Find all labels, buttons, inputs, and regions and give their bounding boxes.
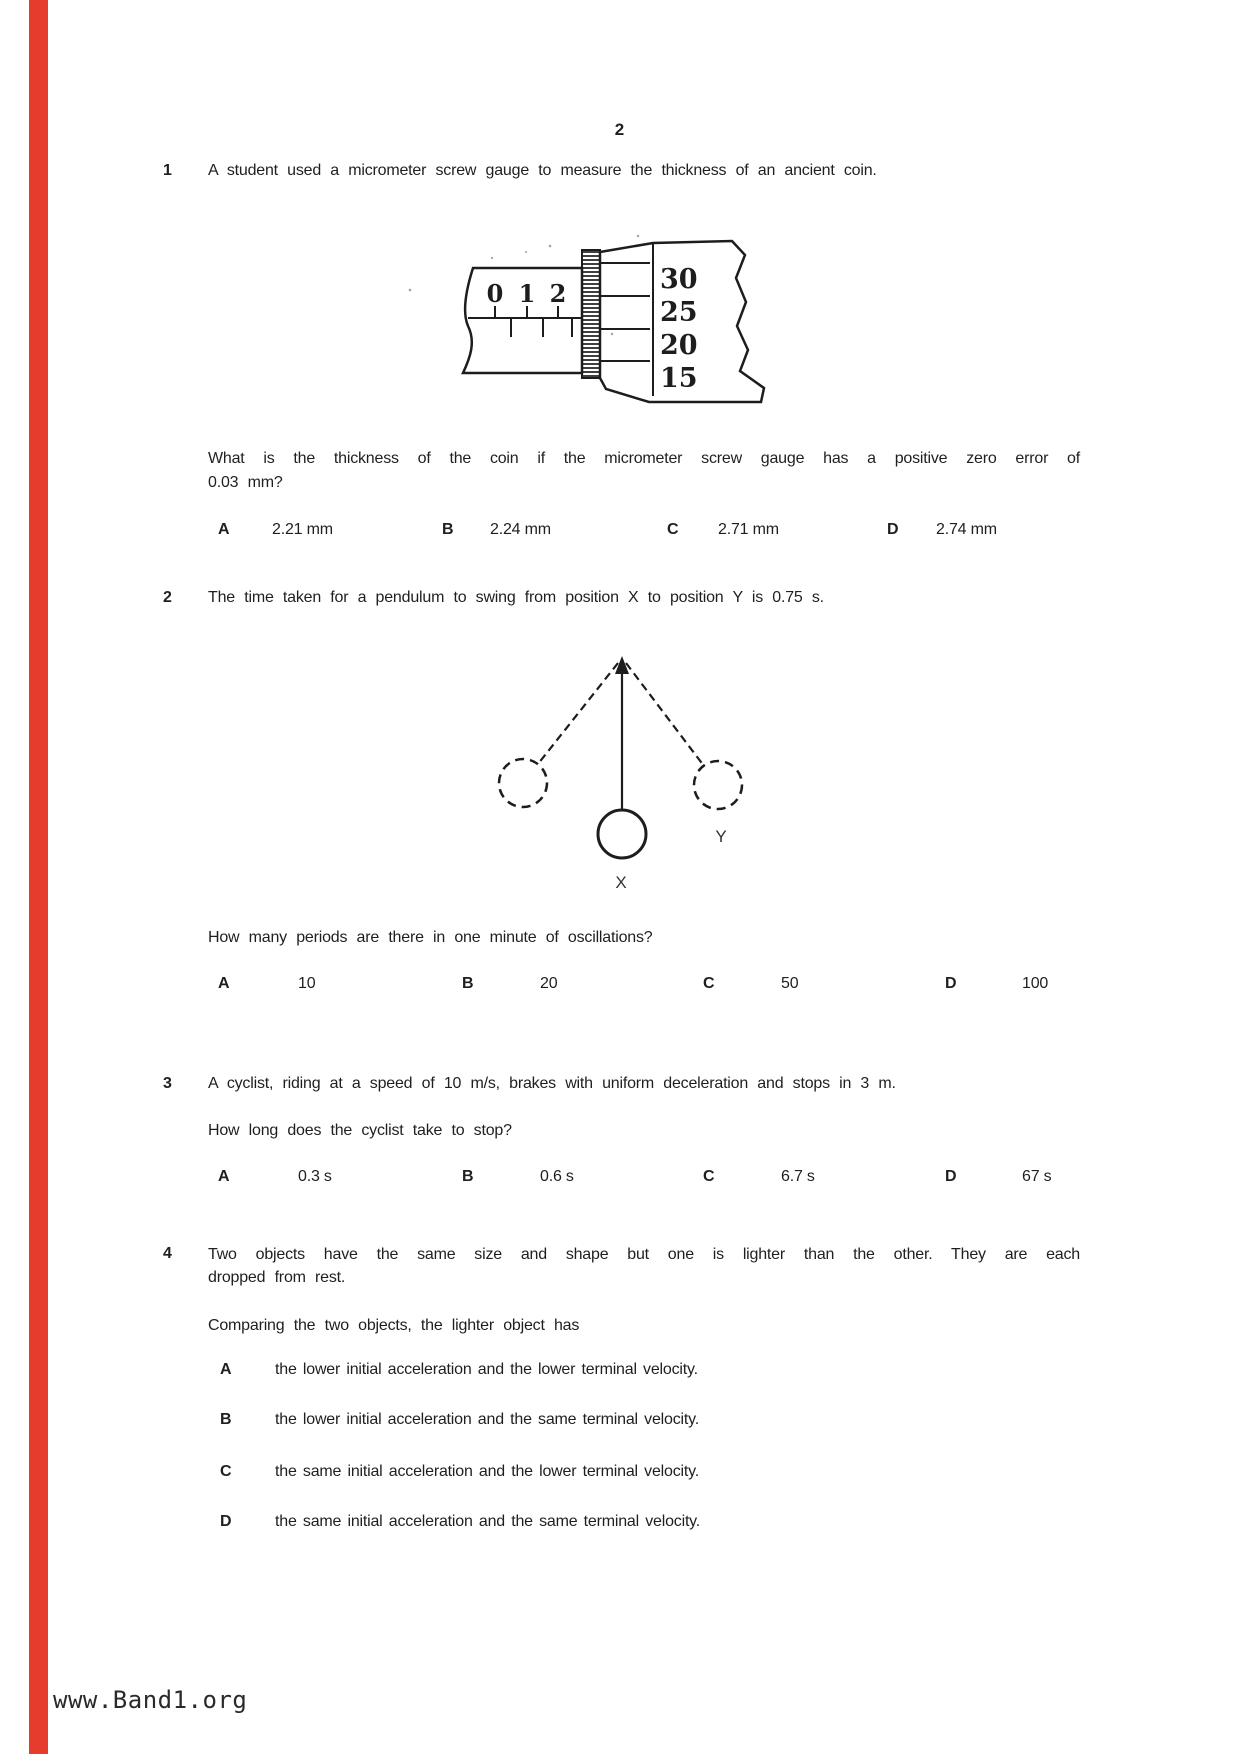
micrometer-figure bbox=[400, 230, 780, 410]
question-4-option-a bbox=[220, 1359, 698, 1381]
option-value: the same initial acceleration and the lower terminal velocity. bbox=[275, 1463, 699, 1480]
option-letter: B bbox=[442, 521, 454, 538]
option-value: 67 s bbox=[1022, 1168, 1052, 1185]
question-4-number: 4 bbox=[163, 1245, 172, 1262]
question-3-options bbox=[218, 1166, 1051, 1188]
option-letter: C bbox=[220, 1463, 232, 1480]
option-value: 50 bbox=[781, 975, 799, 992]
micrometer-thimble-label-30: 30 bbox=[660, 264, 698, 295]
question-3-prompt: How long does the cyclist take to stop? bbox=[208, 1122, 512, 1139]
micrometer-thimble-label-25: 25 bbox=[660, 297, 698, 328]
pendulum-left-swing-line bbox=[538, 663, 618, 764]
micrometer-thimble-label-15: 15 bbox=[660, 363, 698, 394]
option-letter: B bbox=[462, 975, 474, 992]
question-4-option-b bbox=[220, 1409, 699, 1431]
micrometer-halfmm-ticks bbox=[511, 318, 572, 337]
question-2-stem: The time taken for a pendulum to swing from position X to position Y is 0.75 s. bbox=[208, 589, 824, 606]
option-letter: A bbox=[218, 975, 230, 992]
pendulum-right-dashed-bob bbox=[694, 761, 742, 809]
question-1-prompt bbox=[208, 447, 1080, 495]
option-letter: D bbox=[945, 975, 957, 992]
pendulum-label-x: X bbox=[615, 873, 627, 892]
option-value: 2.21 mm bbox=[272, 521, 333, 538]
question-4-stem-line1: Two objects have the same size and shape but one is lighter than the other. They are each bbox=[208, 1246, 1080, 1263]
option-value: 0.6 s bbox=[540, 1168, 574, 1185]
option-letter: D bbox=[945, 1168, 957, 1185]
question-4-stem-line2: dropped from rest. bbox=[208, 1269, 346, 1286]
option-value: the lower initial acceleration and the same terminal velocity. bbox=[275, 1411, 699, 1428]
option-value: 2.74 mm bbox=[936, 521, 997, 538]
option-value: 10 bbox=[298, 975, 316, 992]
question-1-prompt-line2: 0.03 mm? bbox=[208, 474, 283, 491]
option-letter: D bbox=[220, 1513, 232, 1530]
question-3-stem: A cyclist, riding at a speed of 10 m/s, brakes with uniform deceleration and stops in 3 m. bbox=[208, 1075, 896, 1092]
pendulum-right-swing-line bbox=[626, 663, 704, 766]
question-2-prompt: How many periods are there in one minute of oscillations? bbox=[208, 929, 653, 946]
option-value: the lower initial acceleration and the lower terminal velocity. bbox=[275, 1361, 698, 1378]
question-1-prompt-line1: What is the thickness of the coin if the micrometer screw gauge has a positive zero error of bbox=[208, 450, 1080, 467]
question-4-option-c bbox=[220, 1461, 699, 1483]
pendulum-left-dashed-bob bbox=[499, 759, 547, 807]
option-value: 100 bbox=[1022, 975, 1049, 992]
question-1-stem: A student used a micrometer screw gauge to measure the thickness of an ancient coin. bbox=[208, 162, 877, 179]
option-value: 20 bbox=[540, 975, 558, 992]
micrometer-thimble-label-20: 20 bbox=[660, 330, 698, 361]
question-4-prompt: Comparing the two objects, the lighter object has bbox=[208, 1317, 580, 1334]
option-letter: C bbox=[703, 975, 715, 992]
footer-watermark-url: www.Band1.org bbox=[53, 1686, 248, 1714]
option-letter: A bbox=[218, 521, 230, 538]
micrometer-main-scale-digit-1: 1 bbox=[518, 279, 536, 308]
question-1-number: 1 bbox=[163, 162, 172, 179]
option-letter: A bbox=[220, 1361, 232, 1378]
micrometer-thread-band bbox=[582, 250, 600, 378]
question-4-stem bbox=[208, 1243, 1080, 1289]
micrometer-main-scale-digit-0: 0 bbox=[486, 279, 504, 308]
option-value: 2.24 mm bbox=[490, 521, 551, 538]
option-letter: C bbox=[667, 521, 679, 538]
option-value: the same initial acceleration and the same terminal velocity. bbox=[275, 1513, 701, 1530]
micrometer-thimble-divisions bbox=[600, 263, 650, 361]
pendulum-figure bbox=[480, 645, 760, 895]
option-letter: B bbox=[462, 1168, 474, 1185]
red-margin-bar bbox=[29, 0, 48, 1754]
pendulum-label-y: Y bbox=[715, 827, 727, 846]
question-2-number: 2 bbox=[163, 589, 172, 606]
pendulum-bob bbox=[598, 810, 646, 858]
question-2-options bbox=[218, 973, 1048, 995]
page-number: 2 bbox=[614, 120, 625, 139]
option-letter: C bbox=[703, 1168, 715, 1185]
question-1-options bbox=[218, 519, 997, 541]
option-value: 0.3 s bbox=[298, 1168, 332, 1185]
option-letter: B bbox=[220, 1411, 232, 1428]
option-letter: D bbox=[887, 521, 899, 538]
option-value: 2.71 mm bbox=[718, 521, 779, 538]
question-4-option-d bbox=[220, 1511, 700, 1533]
option-value: 6.7 s bbox=[781, 1168, 815, 1185]
option-letter: A bbox=[218, 1168, 230, 1185]
micrometer-main-scale-digit-2: 2 bbox=[549, 279, 567, 308]
question-3-number: 3 bbox=[163, 1075, 172, 1092]
